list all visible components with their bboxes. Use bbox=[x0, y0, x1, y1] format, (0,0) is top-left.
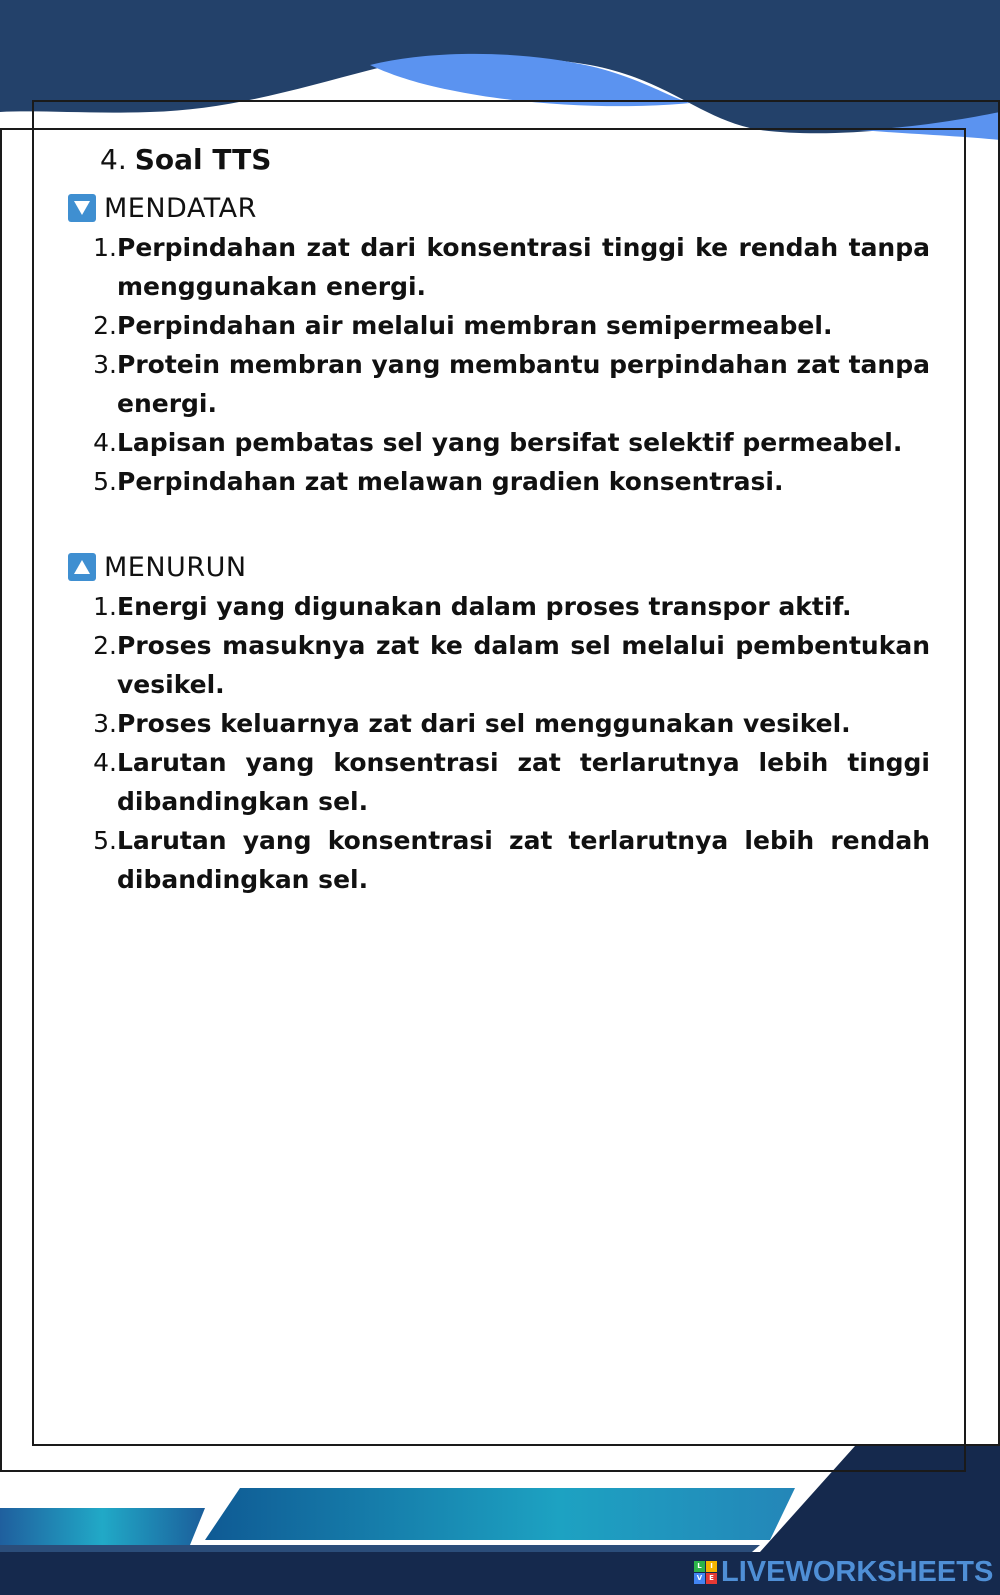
worksheet-content bbox=[68, 138, 930, 899]
item-number: 2. bbox=[93, 631, 117, 660]
item-number: 1. bbox=[93, 592, 117, 621]
list-item bbox=[68, 228, 930, 306]
section-label: Soal TTS bbox=[134, 143, 272, 176]
item-text: Lapisan pembatas sel yang bersifat selektif permeabel. bbox=[117, 428, 903, 457]
menurun-label: MENURUN bbox=[104, 551, 247, 583]
mendatar-label: MENDATAR bbox=[104, 192, 257, 224]
liveworksheets-logo[interactable] bbox=[694, 1556, 993, 1588]
bottom-stripe-main bbox=[205, 1488, 795, 1540]
item-text: Perpindahan zat dari konsentrasi tinggi ke rendah tanpa menggunakan energi. bbox=[117, 233, 930, 301]
item-number: 4. bbox=[93, 428, 117, 457]
item-text: Protein membran yang membantu perpindahan zat tanpa energi. bbox=[117, 350, 930, 418]
logo-mark-icon bbox=[694, 1561, 717, 1584]
list-item bbox=[68, 587, 930, 626]
item-number: 5. bbox=[93, 467, 117, 496]
list-item bbox=[68, 462, 930, 501]
list-item bbox=[68, 306, 930, 345]
item-number: 3. bbox=[93, 709, 117, 738]
section-gap bbox=[68, 501, 930, 541]
logo-letter: V bbox=[694, 1573, 705, 1584]
item-number: 5. bbox=[93, 826, 117, 855]
bottom-stripe-left bbox=[0, 1508, 205, 1545]
item-text: Energi yang digunakan dalam proses transpor aktif. bbox=[117, 592, 852, 621]
bottom-stripe-shadow bbox=[0, 1545, 760, 1552]
item-text: Proses masuknya zat ke dalam sel melalui pembentukan vesikel. bbox=[117, 631, 930, 699]
logo-letter: I bbox=[706, 1561, 717, 1572]
down-arrow-icon bbox=[68, 194, 96, 222]
mendatar-list bbox=[68, 228, 930, 501]
menurun-list bbox=[68, 587, 930, 899]
section-title bbox=[100, 138, 930, 182]
menurun-heading bbox=[68, 547, 930, 587]
item-text: Larutan yang konsentrasi zat terlarutnya lebih tinggi dibandingkan sel. bbox=[117, 748, 930, 816]
item-number: 3. bbox=[93, 350, 117, 379]
logo-letter: L bbox=[694, 1561, 705, 1572]
section-number: 4. bbox=[100, 143, 127, 176]
item-text: Proses keluarnya zat dari sel menggunakan vesikel. bbox=[117, 709, 851, 738]
item-text: Perpindahan zat melawan gradien konsentrasi. bbox=[117, 467, 784, 496]
item-number: 1. bbox=[93, 233, 117, 262]
list-item bbox=[68, 423, 930, 462]
list-item bbox=[68, 821, 930, 899]
mendatar-heading bbox=[68, 188, 930, 228]
item-number: 4. bbox=[93, 748, 117, 777]
logo-letter: E bbox=[706, 1573, 717, 1584]
item-text: Larutan yang konsentrasi zat terlarutnya lebih rendah dibandingkan sel. bbox=[117, 826, 930, 894]
list-item bbox=[68, 743, 930, 821]
logo-text: LIVEWORKSHEETS bbox=[721, 1555, 994, 1588]
list-item bbox=[68, 626, 930, 704]
list-item bbox=[68, 345, 930, 423]
up-arrow-icon bbox=[68, 553, 96, 581]
list-item bbox=[68, 704, 930, 743]
item-text: Perpindahan air melalui membran semipermeabel. bbox=[117, 311, 833, 340]
item-number: 2. bbox=[93, 311, 117, 340]
